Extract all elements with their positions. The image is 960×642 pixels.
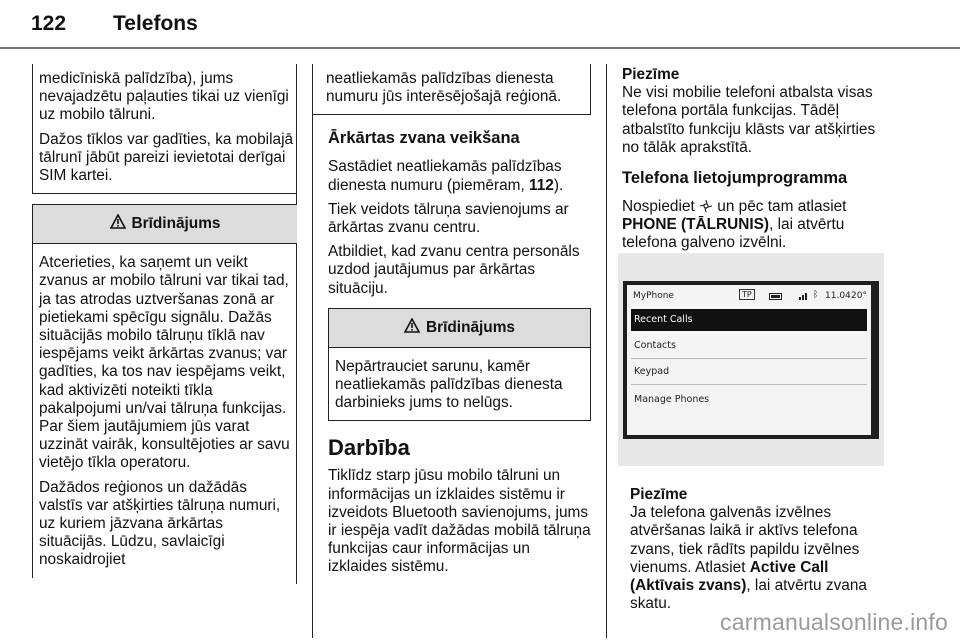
warning-box: [32, 204, 297, 577]
status-temperature: 20°: [851, 291, 867, 301]
warning-body: [329, 348, 590, 421]
paragraph: Atcerieties, ka saņemt un veikt zvanus ar mobilo tālruni var tikai tad, ja tas atrodas uztveršanas zonā ar pietiekami spēcīgu signālu. Dažās situācijās mobilo tālruņu tīklā nav iespējams veikt ārkārtas zvanus; var gadīties, ka tos nav iespējams veikt, kad aktivizēti noteikti tīkla pakalpojumi un/vai tālruņa funkcijas. Par šiem jautājumiem jūs varat uzzināt vairāk, konsultējoties ar savu vietējo tīkla operatoru.: [39, 254, 290, 472]
warning-title: Brīdinājums: [131, 215, 221, 233]
bluetooth-icon: ᛒ: [813, 290, 819, 300]
signal-icon: [799, 292, 808, 303]
operation-section: [312, 435, 591, 576]
page-number: 122: [31, 12, 67, 35]
column-2: [312, 64, 591, 577]
header-rule: [0, 46, 960, 50]
note-2: [630, 486, 888, 613]
paragraph: Tiklīdz starp jūsu mobilo tālruni un informācijas un izklaides sistēmu ir izveidots Bluetooth savienojums, jums ir iespēja vadīt dažādas mobilā tālruņa funkcijas caur informācijas un izklaides sistēmu.: [328, 467, 591, 576]
menu-item-recent-calls[interactable]: Recent Calls: [631, 309, 867, 331]
paragraph: Tiek veidots tālruņa savienojums ar ārkārtas zvanu centru.: [328, 200, 569, 237]
section-heading: Ārkārtas zvana veikšana: [328, 129, 520, 148]
column-1: [32, 64, 297, 578]
paragraph: Dažos tīklos var gadīties, ka mobilajā tālrunī jābūt pareizi ievietotai derīgai SIM kartei.: [39, 130, 294, 185]
column-rule-3: [606, 64, 607, 638]
paragraph: Nospiediet un pēc tam atlasiet PHONE (TĀLRUNIS), lai atvērtu telefona galveno izvēlni.: [622, 198, 847, 252]
menu-item-keypad[interactable]: Keypad: [634, 366, 670, 377]
warning-icon: [110, 214, 126, 234]
menu-item-contacts[interactable]: Contacts: [634, 340, 676, 351]
paragraph: Sastādiet neatliekamās palīdzības dienesta numuru (piemēram, 112).: [328, 158, 564, 194]
continued-box: [32, 64, 297, 194]
paragraph: neatliekamās palīdzības dienesta numuru jūs interēsējošajā reģionā.: [326, 70, 562, 106]
screen-status-bar: [631, 289, 867, 305]
section-heading: Darbība: [328, 435, 410, 461]
section-title: Telefons: [113, 12, 198, 35]
paragraph: Dažādos reģionos un dažādās valstīs var atšķirties tālruņa numuri, uz kuriem jāzvana ārkārtas situācijās. Lūdzu, savlaicīgi noskaidrojiet: [39, 478, 281, 569]
battery-icon: [769, 293, 783, 303]
menu-item-manage-phones[interactable]: Manage Phones: [634, 394, 710, 405]
screen-frame: [623, 281, 879, 439]
paragraph: Nepārtrauciet sarunu, kamēr neatliekamās palīdzības dienesta darbinieks jums to nelūgs.: [335, 357, 563, 412]
watermark: carmanualsonline.info: [720, 609, 948, 635]
phone-app-icon: [699, 198, 713, 215]
screen-panel: [627, 285, 871, 435]
phone-menu-screenshot: [618, 253, 884, 466]
paragraph: medicīniskā palīdzība), jums nevajadzētu paļauties tikai uz vienīgi uz mobilo tālruni.: [39, 70, 289, 124]
section-heading: Telefona lietojumprogramma: [622, 169, 848, 188]
menu-separator: [631, 384, 867, 385]
emergency-section: [312, 129, 591, 297]
screen-title: MyPhone: [633, 291, 674, 301]
tp-indicator: TP: [739, 289, 755, 300]
note-text: Ne visi mobilie telefoni atbalsta visas telefona portāla funkcijas. Tādēļ atbalstīto funkciju klāsts var atšķirties no tālāk aprakstītā.: [622, 84, 876, 156]
menu-separator: [631, 358, 867, 359]
paragraph: Atbildiet, kad zvanu centra personāls uzdod jautājumus par ārkārtas situāciju.: [328, 243, 580, 297]
status-time: 11.04: [825, 291, 851, 301]
warning-title: Brīdinājums: [426, 318, 515, 336]
note-text: Ja telefona galvenās izvēlnes atvēršanas laikā ir aktīvs telefona zvans, tiek rādīts papildu izvēlnes vienums. Atlasiet Active Call (Aktīvais zvans), lai atvērtu zvana skatu.: [630, 504, 867, 613]
warning-box: [328, 308, 591, 422]
note-title: Piezīme: [630, 486, 688, 503]
continued-box: [312, 64, 591, 115]
warning-header: [329, 309, 590, 348]
warning-body: [33, 244, 297, 577]
column-3: [622, 66, 888, 253]
warning-header: [33, 205, 297, 244]
note-title: Piezīme: [622, 66, 680, 83]
warning-icon: [404, 318, 420, 338]
